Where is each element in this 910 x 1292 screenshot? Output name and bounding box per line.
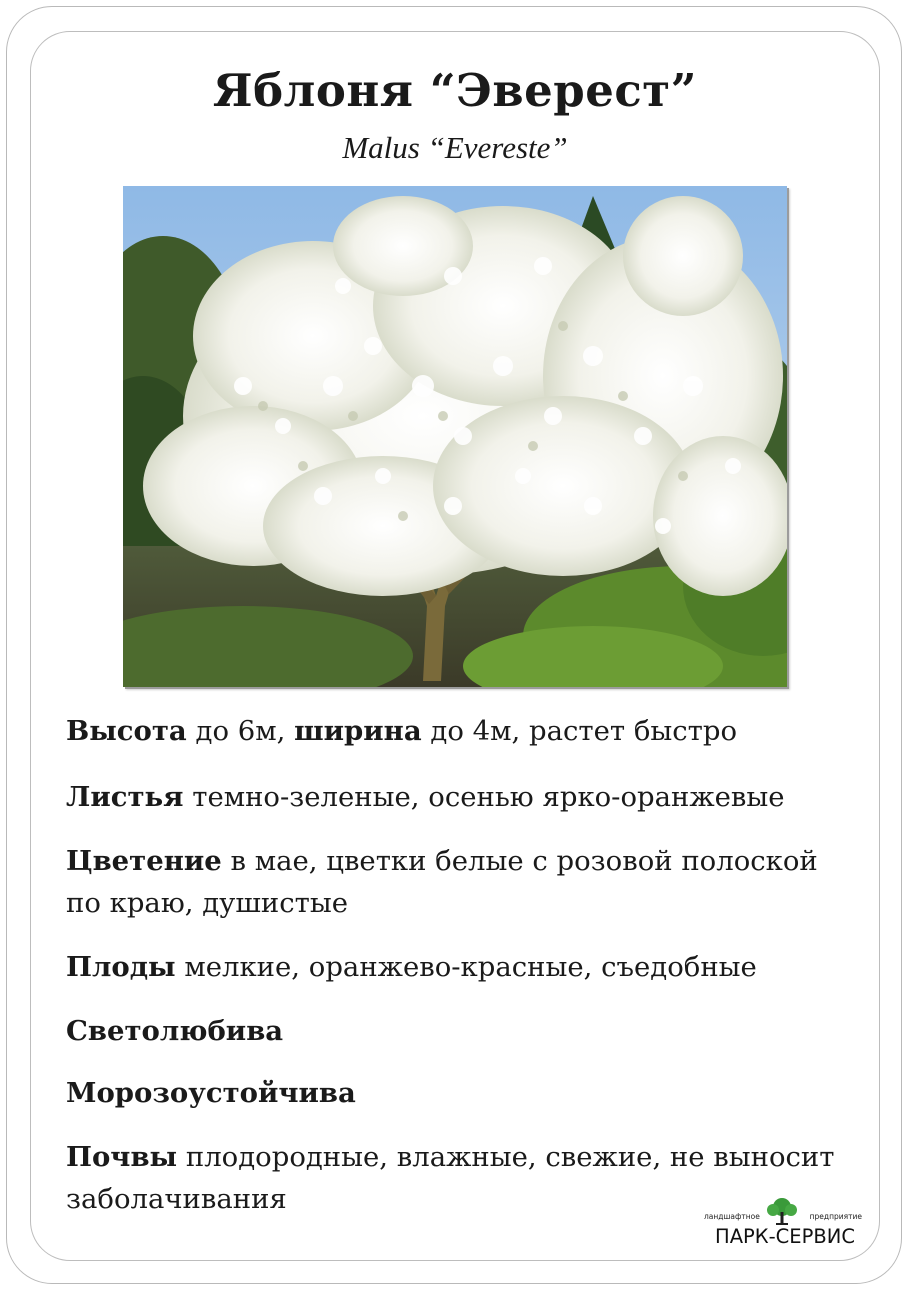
- tree-icon: [764, 1196, 800, 1226]
- flowering-tree-illustration: [123, 186, 787, 687]
- feature-label: Листья: [66, 781, 184, 813]
- feature-leaves: [66, 776, 878, 818]
- latin-name-subtitle: Malus “Evereste”: [342, 130, 568, 165]
- feature-label: Цветение: [66, 845, 222, 877]
- feature-text: мелкие, оранжево-красные, съедобные: [175, 951, 757, 983]
- feature-text: в мае, цветки белые с розовой полоской: [221, 845, 818, 877]
- logo-caption-right: предприятие: [809, 1212, 862, 1221]
- feature-soil: [66, 1136, 878, 1178]
- page-title: Яблоня “Эверест”: [212, 64, 698, 117]
- feature-text: до 4м, растет быстро: [421, 715, 738, 747]
- logo-caption-left: ландшафтное: [704, 1212, 760, 1221]
- feature-fruits: [66, 946, 878, 988]
- feature-light: [66, 1010, 878, 1052]
- feature-label: Морозоустойчива: [66, 1077, 356, 1109]
- feature-frost: [66, 1072, 878, 1114]
- feature-label: Плоды: [66, 951, 176, 983]
- feature-label: Высота: [66, 715, 187, 747]
- feature-text: плодородные, влажные, свежие, не выносит: [177, 1141, 835, 1173]
- feature-height-width: [66, 710, 878, 752]
- feature-flowering-continued: [66, 882, 878, 924]
- tree-photo: [123, 186, 787, 687]
- feature-label: Светолюбива: [66, 1015, 284, 1047]
- feature-text: до 6м,: [186, 715, 295, 747]
- logo-company-name: ПАРК-СЕРВИС: [715, 1225, 855, 1248]
- feature-label: Почвы: [66, 1141, 178, 1173]
- feature-text: темно-зеленые, осенью ярко-оранжевые: [183, 781, 785, 813]
- feature-text: заболачивания: [66, 1183, 287, 1215]
- feature-flowering: [66, 840, 878, 882]
- company-logo: [700, 1196, 870, 1256]
- feature-label: ширина: [294, 715, 422, 747]
- feature-text: по краю, душистые: [66, 887, 349, 919]
